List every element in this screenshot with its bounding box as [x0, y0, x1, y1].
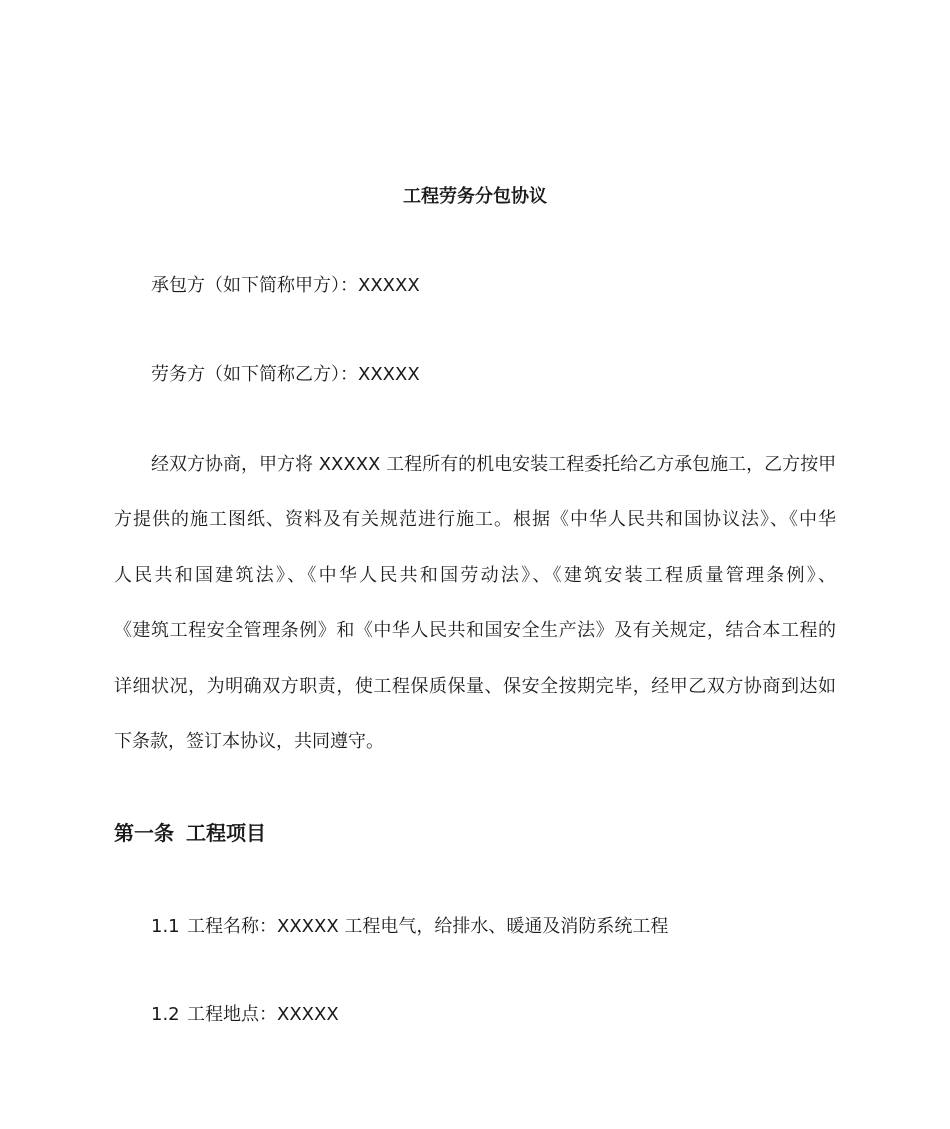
item-number: 1.2	[151, 1004, 180, 1025]
section-item	[151, 1002, 339, 1028]
intro-line: 详细状况，为明确双方职责，使工程保质保量、保安全按期完毕，经甲乙双方协商到达如	[114, 676, 836, 697]
intro-line: 经双方协商，甲方将 XXXXX 工程所有的机电安装工程委托给乙方承包施工，乙方按甲	[151, 454, 837, 475]
section-title: 工程项目	[186, 821, 266, 845]
intro-line: 《建筑工程安全管理条例》和《中华人民共和国安全生产法》及有关规定，结合本工程的	[114, 620, 836, 641]
intro-line: 下条款，签订本协议，共同遵守。	[114, 731, 384, 752]
section-item	[151, 914, 668, 940]
intro-line: 方提供的施工图纸、资料及有关规范进行施工。根据《中华人民共和国协议法》、《中华	[114, 509, 836, 530]
document-title: 工程劳务分包协议	[403, 186, 547, 207]
item-number: 1.1	[151, 916, 180, 937]
section-heading	[114, 819, 266, 847]
section-number: 第一条	[114, 821, 174, 845]
item-text: 工程地点：XXXXX	[187, 1004, 339, 1025]
item-text: 工程名称：XXXXX 工程电气，给排水、暖通及消防系统工程	[187, 916, 669, 937]
party-a-line: 承包方（如下简称甲方）：XXXXX	[151, 275, 420, 296]
intro-line: 人民共和国建筑法》、《中华人民共和国劳动法》、《建筑安装工程质量管理条例》、	[114, 565, 836, 586]
party-b-line: 劳务方（如下简称乙方）：XXXXX	[151, 364, 420, 385]
